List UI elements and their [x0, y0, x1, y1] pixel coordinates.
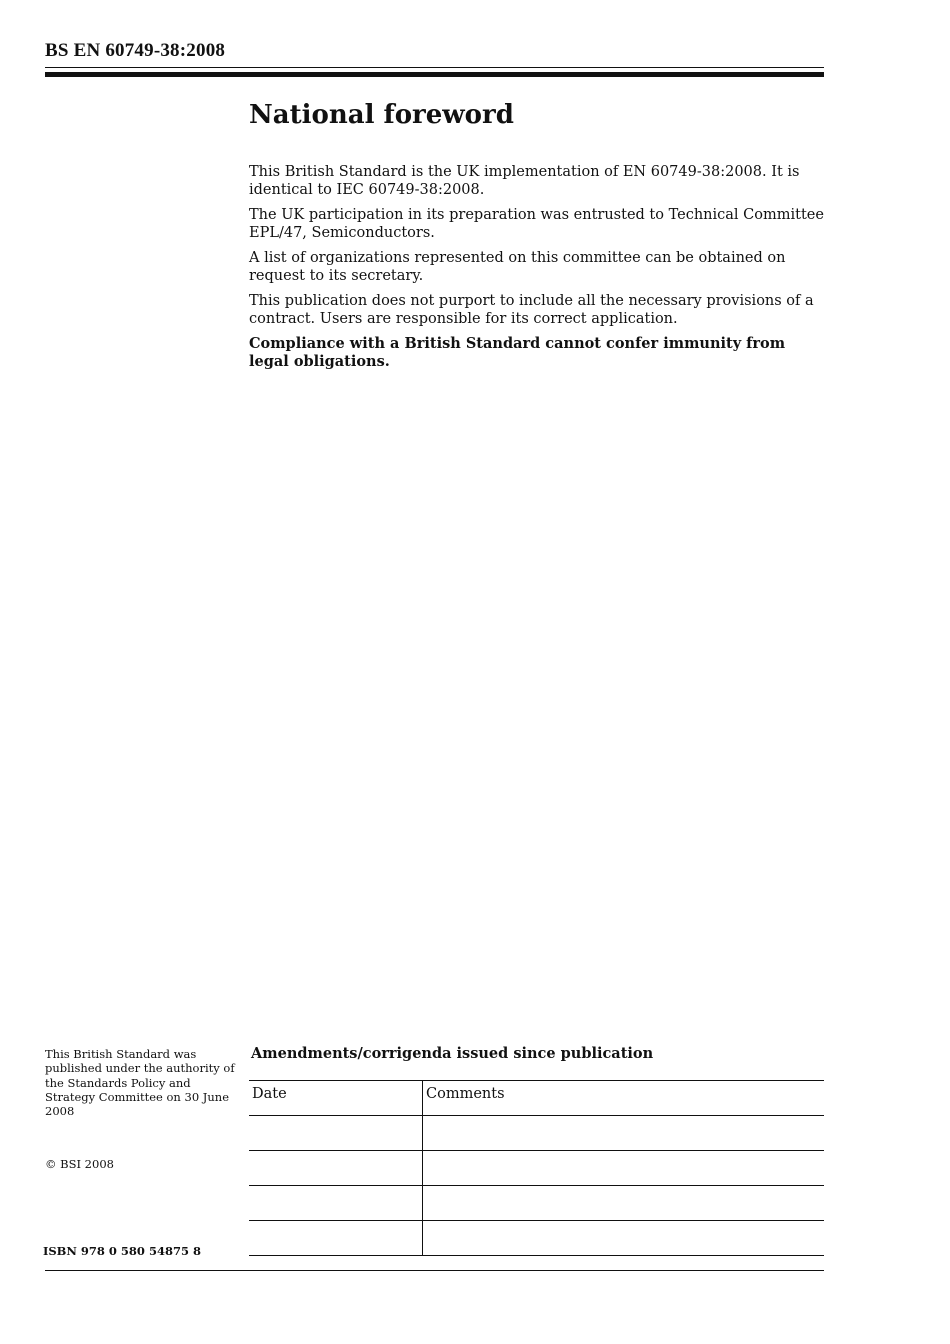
page-title: National foreword: [249, 100, 514, 130]
paragraph-implementation: This British Standard is the UK implementation of EN 60749-38:2008. It is identical to IEC 60749-38:2008.: [249, 164, 800, 198]
table-cell-comments: [423, 1186, 825, 1221]
amendments-heading: Amendments/corrigenda issued since publication: [251, 1045, 654, 1062]
table-row: [249, 1221, 824, 1256]
isbn: ISBN 978 0 580 54875 8: [43, 1244, 201, 1258]
header-rule-thin: [45, 67, 824, 68]
table-cell-date: [249, 1186, 423, 1221]
paragraph-provisions: This publication does not purport to include all the necessary provisions of a contract. Users are responsible for its correct application.: [249, 293, 814, 327]
header-rule-thick: [45, 72, 824, 77]
table-row: [249, 1186, 824, 1221]
publication-note: This British Standard was published under the authority of the Standards Policy and Strategy Committee on 30 June 2008: [45, 1047, 235, 1119]
table-cell-comments: [423, 1151, 825, 1186]
paragraph-committee: The UK participation in its preparation was entrusted to Technical Committee EPL/47, Semiconductors.: [249, 207, 824, 241]
table-row: [249, 1151, 824, 1186]
foreword-body: [249, 163, 829, 378]
table-row: [249, 1116, 824, 1151]
table-cell-comments: [423, 1221, 825, 1256]
paragraph-organizations: A list of organizations represented on this committee can be obtained on request to its secretary.: [249, 250, 786, 284]
table-cell-date: [249, 1116, 423, 1151]
table-cell-comments: [423, 1116, 825, 1151]
compliance-statement: Compliance with a British Standard cannot confer immunity from legal obligations.: [249, 335, 786, 370]
table-cell-date: [249, 1151, 423, 1186]
footer-rule: [45, 1270, 824, 1271]
document-id: BS EN 60749-38:2008: [45, 40, 226, 61]
amendments-table: [249, 1080, 824, 1256]
copyright-notice: © BSI 2008: [45, 1157, 114, 1171]
column-header-comments: Comments: [423, 1081, 825, 1116]
table-cell-date: [249, 1221, 423, 1256]
column-header-date: Date: [249, 1081, 423, 1116]
table-header-row: [249, 1081, 824, 1116]
